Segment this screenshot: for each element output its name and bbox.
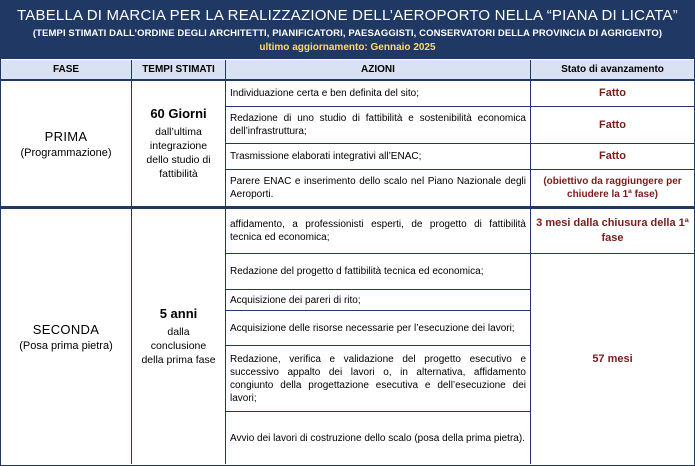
table-title: TABELLA DI MARCIA PER LA REALIZZAZIONE DELL’AEROPORTO NELLA “PIANA DI LICATA”	[17, 7, 678, 24]
stato-item: 3 mesi dalla chiusura della 1ª fase	[531, 209, 694, 254]
header-tempi: TEMPI STIMATI	[132, 60, 226, 79]
phase-seconda-row	[1, 209, 694, 464]
stato-item: 57 mesi	[592, 352, 633, 365]
stato-item: Fatto	[531, 144, 694, 169]
azione-item: Avvio dei lavori di costruzione dello scalo (posa della prima pietra).	[230, 432, 525, 444]
azione-item: Acquisizione delle risorse necessarie per l’esecuzione dei lavori;	[226, 311, 530, 346]
header-row	[1, 60, 694, 81]
azione-item: Individuazione certa e ben definita del sito;	[226, 81, 530, 107]
phase-seconda-tempi-bold: 5 anni	[159, 306, 198, 321]
azione-item: Redazione del progetto d fattibilità tecnica ed economica;	[226, 254, 530, 290]
stato-item: Fatto	[531, 107, 694, 144]
header-stato: Stato di avanzamento	[561, 64, 664, 75]
phase-seconda-azioni	[226, 209, 531, 464]
phase-prima-azioni	[226, 81, 531, 206]
phase-seconda-name: SECONDA	[32, 321, 100, 337]
table-subtitle: (TEMPI STIMATI DALL’ORDINE DEGLI ARCHITETTI, PIANIFICATORI, PAESAGGISTI, CONSERVATORI DELLA PROVINCIA DI AGRIGENTO)	[32, 28, 663, 39]
phase-prima-name: PRIMA	[44, 128, 88, 144]
stato-item: Fatto	[531, 81, 694, 107]
table-banner	[1, 1, 694, 60]
phase-prima-tempi	[132, 81, 226, 206]
phase-seconda-tempi-text: dalla conclusione della prima fase	[141, 326, 216, 366]
phase-seconda-stato	[531, 209, 694, 464]
phase-prima-row	[1, 81, 694, 209]
phase-seconda-sub: (Posa prima pietra)	[19, 339, 113, 352]
phase-prima-sub: (Programmazione)	[20, 146, 112, 159]
stato-item: (obiettivo da raggiungere per chiudere la 1ª fase)	[543, 175, 682, 200]
azione-item: Trasmissione elaborati integrativi all’ENAC;	[226, 144, 530, 169]
last-update: ultimo aggiornamento: Gennaio 2025	[259, 42, 436, 53]
header-fase: FASE	[1, 60, 132, 79]
azione-item: Acquisizione dei pareri di rito;	[226, 290, 530, 311]
phase-prima-cell	[1, 81, 132, 206]
phase-seconda-tempi	[132, 209, 226, 464]
azione-item: Redazione, verifica e validazione del progetto esecutivo e successivo appalto dei lavori o, in alternativa, affidamento congiunto della progettazione esecutiva e dell’esecuzione dei lavori;	[226, 346, 530, 412]
header-azioni: AZIONI	[226, 60, 531, 79]
azione-item: Parere ENAC e inserimento dello scalo nel Piano Nazionale degli Aeroporti.	[230, 175, 526, 200]
phase-prima-tempi-bold: 60 Giorni	[150, 106, 207, 121]
azione-item: affidamento, a professionisti esperti, de progetto di fattibilità tecnica ed economica;	[226, 209, 530, 254]
phase-prima-tempi-text: dall’ultima integrazione dello studio di fattibilità	[146, 126, 211, 180]
azione-item: Redazione di uno studio di fattibilità e sostenibilità economica dell’infrastruttura;	[226, 107, 530, 144]
phase-seconda-cell	[1, 209, 132, 464]
phase-prima-stato	[531, 81, 694, 206]
